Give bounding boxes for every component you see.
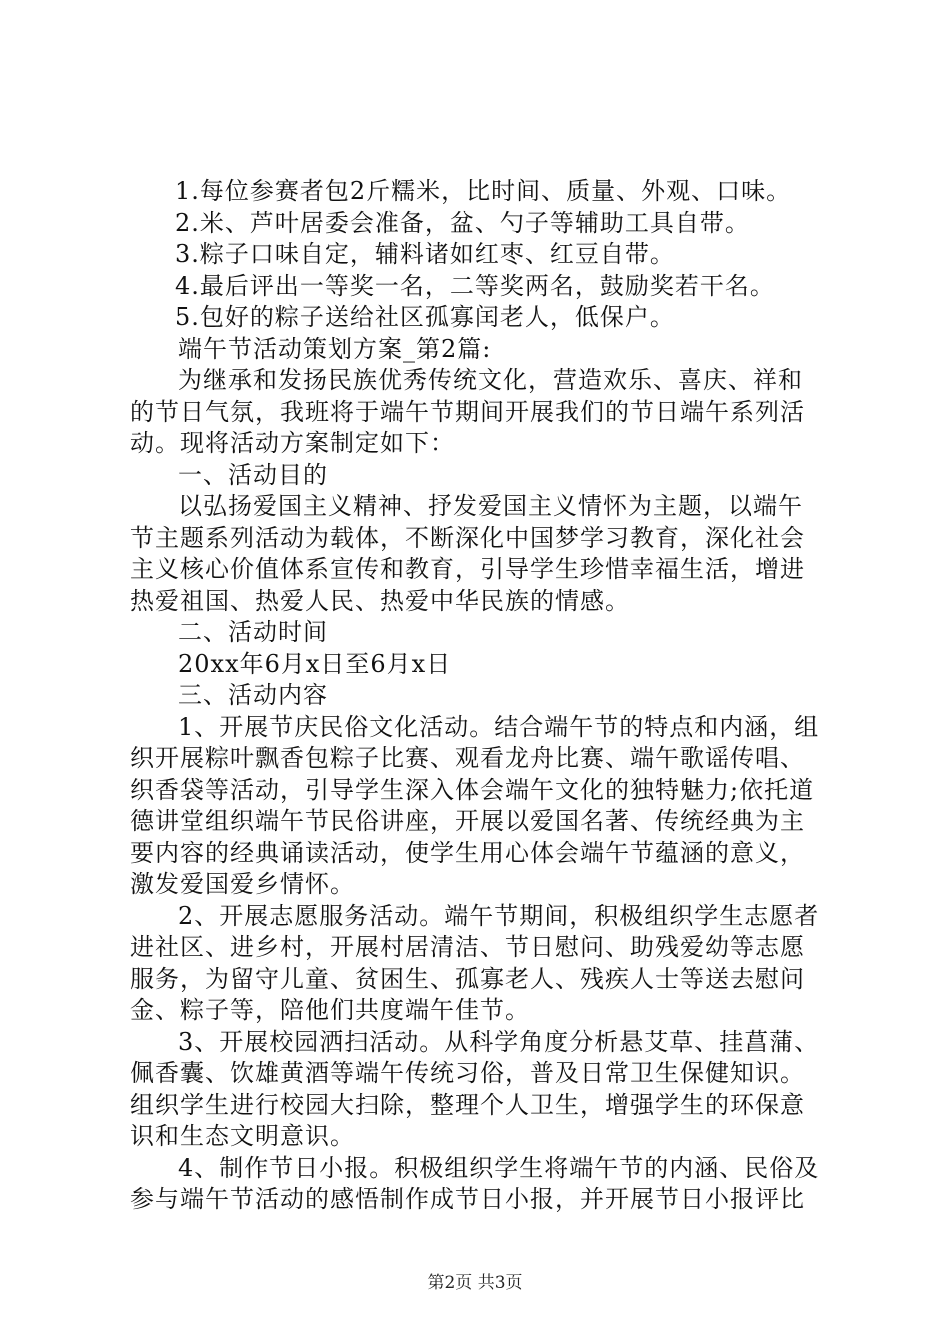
paragraph-line: 进社区、进乡村，开展村居清洁、节日慰问、助残爱幼等志愿 bbox=[130, 933, 805, 961]
paragraph-line: 金、粽子等，陪他们共度端午佳节。 bbox=[130, 996, 530, 1024]
paragraph-line: 佩香囊、饮雄黄酒等端午传统习俗，普及日常卫生保健知识。 bbox=[130, 1059, 805, 1087]
paragraph-line: 织香袋等活动，引导学生深入体会端午文化的独特魅力;依托道 bbox=[130, 775, 815, 804]
paragraph-line: 德讲堂组织端午节民俗讲座，开展以爱国名著、传统经典为主 bbox=[130, 807, 805, 835]
paragraph-line: 织开展粽叶飘香包粽子比赛、观看龙舟比赛、端午歌谣传唱、 bbox=[130, 744, 805, 772]
document-body bbox=[130, 176, 830, 1216]
paragraph-line: 3、开展校园洒扫活动。从科学角度分析悬艾草、挂菖蒲、 bbox=[178, 1027, 820, 1056]
paragraph-line: 服务，为留守儿童、贫困生、孤寡老人、残疾人士等送去慰问 bbox=[130, 964, 805, 993]
list-item: 4.最后评出一等奖一名，二等奖两名，鼓励奖若干名。 bbox=[175, 271, 775, 300]
list-item: 2.米、芦叶居委会准备，盆、勺子等辅助工具自带。 bbox=[175, 208, 750, 237]
page-footer: 第2页 共3页 bbox=[427, 1273, 523, 1293]
section-title: 端午节活动策划方案_第2篇: bbox=[178, 334, 492, 363]
paragraph-line: 参与端午节活动的感悟制作成节日小报，并开展节日小报评比 bbox=[130, 1185, 805, 1213]
paragraph-line: 2、开展志愿服务活动。端午节期间，积极组织学生志愿者 bbox=[178, 901, 820, 930]
section-heading: 一、活动目的 bbox=[178, 460, 328, 489]
paragraph-line: 热爱祖国、热爱人民、热爱中华民族的情感。 bbox=[130, 586, 630, 615]
paragraph-line: 以弘扬爱国主义精神、抒发爱国主义情怀为主题，以端午 bbox=[178, 492, 803, 520]
paragraph-line: 为继承和发扬民族优秀传统文化，营造欢乐、喜庆、祥和 bbox=[178, 366, 803, 394]
section-heading: 三、活动内容 bbox=[178, 681, 328, 709]
paragraph-line: 激发爱国爱乡情怀。 bbox=[130, 870, 355, 898]
list-item: 3.粽子口味自定，辅料诸如红枣、红豆自带。 bbox=[175, 240, 675, 268]
section-heading: 二、活动时间 bbox=[178, 618, 328, 646]
paragraph-line: 动。现将活动方案制定如下： bbox=[130, 429, 455, 457]
paragraph-line: 的节日气氛，我班将于端午节期间开展我们的节日端午系列活 bbox=[130, 397, 805, 426]
paragraph-line: 组织学生进行校园大扫除，整理个人卫生，增强学生的环保意 bbox=[130, 1090, 805, 1119]
activity-time: 20xx年6月x日至6月x日 bbox=[178, 649, 452, 678]
paragraph-line: 节主题系列活动为载体，不断深化中国梦学习教育，深化社会 bbox=[130, 523, 805, 552]
paragraph-line: 4、制作节日小报。积极组织学生将端午节的内涵、民俗及 bbox=[178, 1153, 820, 1182]
paragraph-line: 1、开展节庆民俗文化活动。结合端午节的特点和内涵，组 bbox=[178, 712, 820, 741]
list-item: 5.包好的粽子送给社区孤寡闰老人，低保户。 bbox=[175, 303, 675, 331]
list-item: 1.每位参赛者包2斤糯米，比时间、质量、外观、口味。 bbox=[175, 177, 792, 205]
paragraph-line: 主义核心价值体系宣传和教育，引导学生珍惜幸福生活，增进 bbox=[130, 555, 805, 583]
paragraph-line: 识和生态文明意识。 bbox=[130, 1122, 355, 1150]
paragraph-line: 要内容的经典诵读活动，使学生用心体会端午节蕴涵的意义， bbox=[130, 838, 805, 867]
